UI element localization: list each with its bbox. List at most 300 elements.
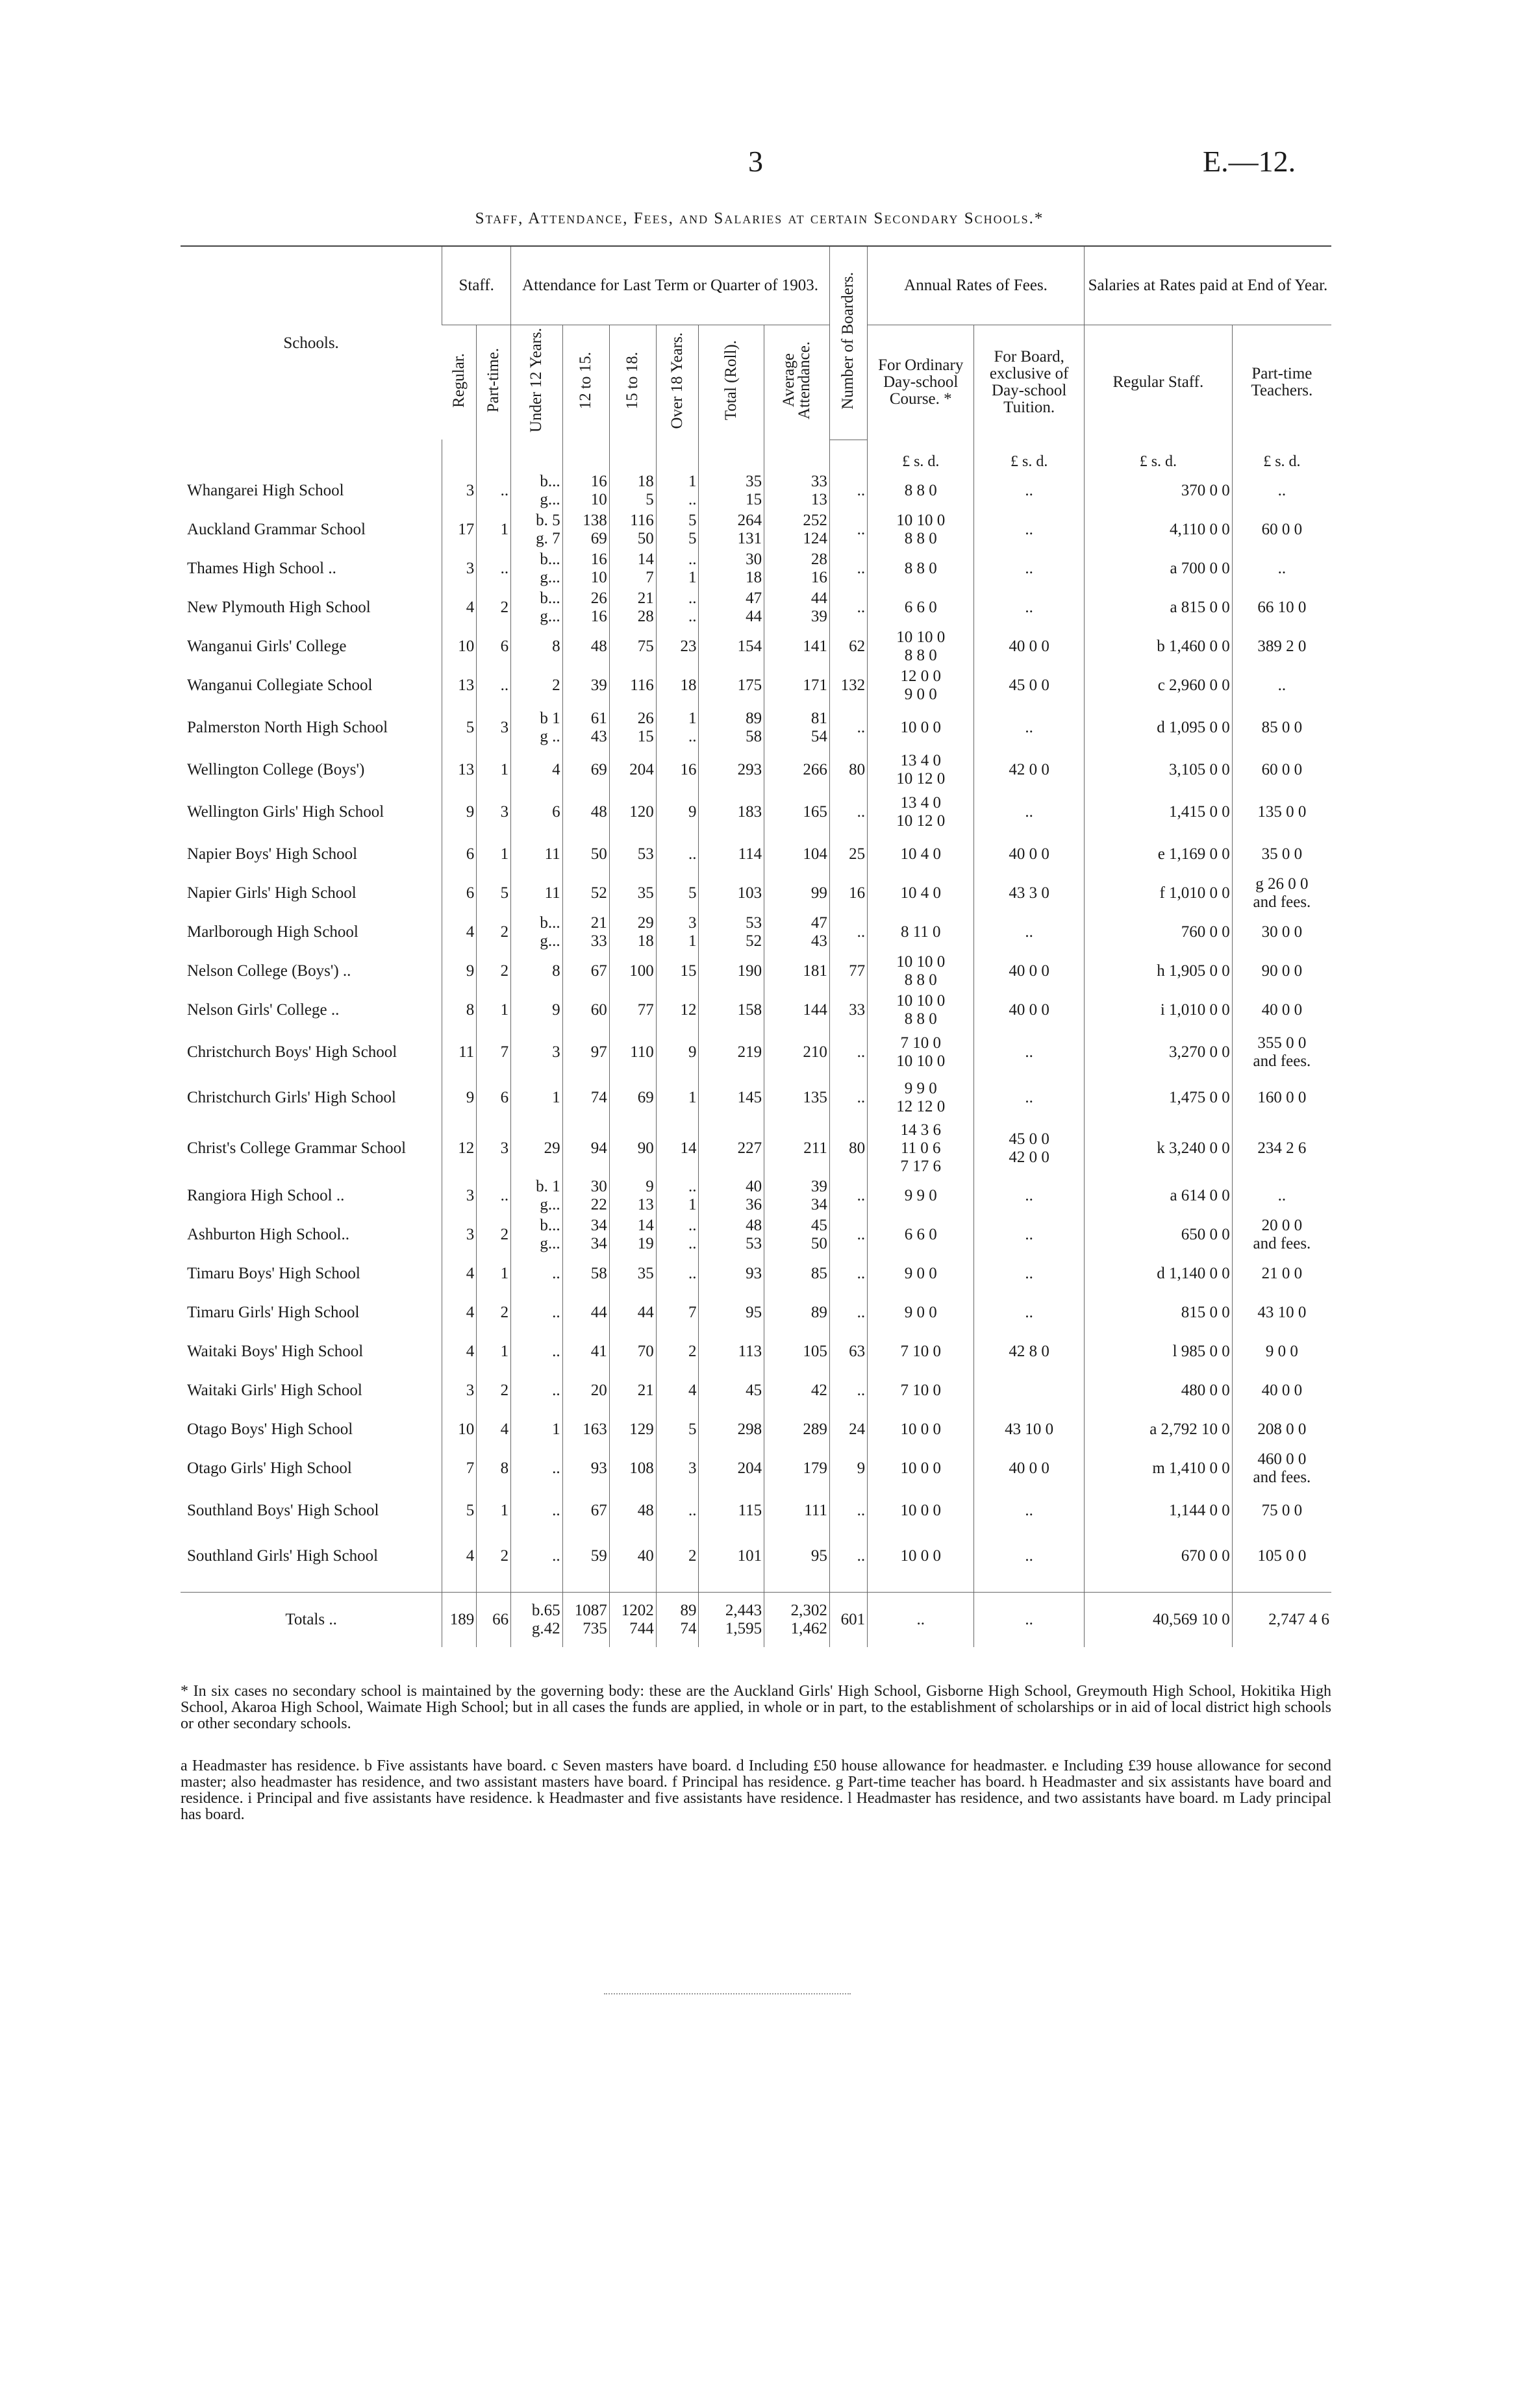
cell-sal-reg: i 1,010 0 0 [1084, 991, 1232, 1030]
table-row [181, 510, 1331, 549]
cell-pt: 4 [477, 1410, 511, 1449]
table-row [181, 1293, 1331, 1332]
cell-pt: 2 [477, 1533, 511, 1579]
cell-o18: 2 [656, 1533, 699, 1579]
cell-sal-pt: 234 2 6 [1232, 1121, 1331, 1176]
cell-fee-ord: 10 0 0 [868, 1488, 974, 1533]
cell-o18: 7 [656, 1293, 699, 1332]
cell-school: Palmerston North High School [187, 718, 388, 736]
cell-school: Marlborough High School [187, 923, 358, 941]
cell-total: 48 53 [699, 1215, 764, 1254]
table-row [181, 789, 1331, 835]
cell-reg: 10 [442, 627, 477, 666]
staff-header: Staff. [442, 246, 511, 325]
cell-a1215: 97 [562, 1030, 609, 1075]
cell-a1518: 40 [609, 1533, 656, 1579]
cell-school: Wanganui Girls' College [187, 637, 347, 655]
cell-school: Nelson Girls' College .. [187, 1000, 340, 1019]
cell-a1518: 100 [609, 952, 656, 991]
cell-sal-pt: 85 0 0 [1232, 705, 1331, 751]
schools-header: Schools. [181, 246, 442, 440]
cell-total: 175 [699, 666, 764, 705]
cell-school: Wellington Girls' High School [187, 802, 384, 821]
cell-o18: .. .. [656, 1215, 699, 1254]
cell-u12: b... g... [511, 913, 562, 952]
cell-sal-pt: .. [1232, 549, 1331, 588]
cell-a1518: 21 28 [609, 588, 656, 627]
cell-sal-pt: 135 0 0 [1232, 789, 1331, 835]
cell-pt: 3 [477, 789, 511, 835]
cell-u12: .. [511, 1293, 562, 1332]
totals-pt: 66 [477, 1592, 511, 1647]
cell-sal-reg: 650 0 0 [1084, 1215, 1232, 1254]
cell-u12: 3 [511, 1030, 562, 1075]
cell-a1215: 41 [562, 1332, 609, 1371]
cell-sal-pt: 35 0 0 [1232, 835, 1331, 874]
cell-reg: 10 [442, 1410, 477, 1449]
cell-sal-reg: f 1,010 0 0 [1084, 874, 1232, 913]
cell-pt: .. [477, 549, 511, 588]
cell-pt: 6 [477, 1075, 511, 1121]
cell-sal-pt: 160 0 0 [1232, 1075, 1331, 1121]
cell-avg: 105 [764, 1332, 830, 1371]
cell-school: New Plymouth High School [187, 598, 371, 616]
totals-reg: 189 [442, 1592, 477, 1647]
cell-board: 80 [829, 1121, 867, 1176]
cell-pt: 1 [477, 1254, 511, 1293]
cell-u12: b 1 g .. [511, 705, 562, 751]
cell-fee-ord: 10 0 0 [868, 705, 974, 751]
cell-board: .. [829, 789, 867, 835]
cell-pt: 1 [477, 835, 511, 874]
cell-fee-board: .. [974, 588, 1085, 627]
cell-avg: 179 [764, 1449, 830, 1488]
cell-total: 40 36 [699, 1176, 764, 1215]
cell-a1215: 93 [562, 1449, 609, 1488]
cell-fee-ord: 13 4 0 10 12 0 [868, 789, 974, 835]
table-row [181, 1075, 1331, 1121]
cell-sal-reg: l 985 0 0 [1084, 1332, 1232, 1371]
cell-fee-board: 40 0 0 [974, 1449, 1085, 1488]
cell-reg: 5 [442, 1488, 477, 1533]
cell-reg: 11 [442, 1030, 477, 1075]
cell-fee-board: .. [974, 1254, 1085, 1293]
cell-fee-ord: 10 4 0 [868, 874, 974, 913]
cell-avg: 44 39 [764, 588, 830, 627]
cell-fee-board: 43 3 0 [974, 874, 1085, 913]
cell-total: 154 [699, 627, 764, 666]
totals-total: 2,443 1,595 [699, 1592, 764, 1647]
cell-total: 115 [699, 1488, 764, 1533]
cell-u12: 4 [511, 751, 562, 789]
totals-fee-board: .. [974, 1592, 1085, 1647]
cell-school: Christchurch Girls' High School [187, 1088, 396, 1106]
totals-label: Totals .. [285, 1610, 337, 1628]
cell-a1518: 70 [609, 1332, 656, 1371]
staff-attendance-table [181, 245, 1331, 1647]
cell-fee-ord: 7 10 0 10 10 0 [868, 1030, 974, 1075]
salaries-header: Salaries at Rates paid at End of Year. [1084, 246, 1331, 325]
cell-u12: b. 5 g. 7 [511, 510, 562, 549]
totals-board: 601 [829, 1592, 867, 1647]
table-row [181, 751, 1331, 789]
cell-o18: 18 [656, 666, 699, 705]
cell-u12: 6 [511, 789, 562, 835]
cell-avg: 95 [764, 1533, 830, 1579]
cell-sal-reg: b 1,460 0 0 [1084, 627, 1232, 666]
cell-board: .. [829, 588, 867, 627]
cell-total: 145 [699, 1075, 764, 1121]
cell-sal-reg: a 815 0 0 [1084, 588, 1232, 627]
cell-reg: 6 [442, 835, 477, 874]
cell-avg: 141 [764, 627, 830, 666]
cell-fee-board: .. [974, 1075, 1085, 1121]
cell-avg: 181 [764, 952, 830, 991]
cell-avg: 211 [764, 1121, 830, 1176]
cell-sal-reg: 1,415 0 0 [1084, 789, 1232, 835]
cell-sal-reg: 670 0 0 [1084, 1533, 1232, 1579]
over-18-header: Over 18 Years. [656, 325, 699, 440]
cell-reg: 9 [442, 952, 477, 991]
cell-u12: .. [511, 1254, 562, 1293]
cell-a1518: 116 50 [609, 510, 656, 549]
cell-o18: 9 [656, 1030, 699, 1075]
cell-sal-reg: 4,110 0 0 [1084, 510, 1232, 549]
cell-o18: 1 [656, 1075, 699, 1121]
cell-u12: .. [511, 1533, 562, 1579]
cell-sal-reg: 1,144 0 0 [1084, 1488, 1232, 1533]
cell-reg: 12 [442, 1121, 477, 1176]
cell-total: 264 131 [699, 510, 764, 549]
cell-board: .. [829, 471, 867, 510]
cell-sal-pt: 40 0 0 [1232, 1371, 1331, 1410]
cell-o18: 1 .. [656, 705, 699, 751]
cell-a1215: 44 [562, 1293, 609, 1332]
cell-board: .. [829, 1254, 867, 1293]
part-time-header: Part-time. [477, 325, 511, 440]
cell-a1215: 52 [562, 874, 609, 913]
cell-a1518: 129 [609, 1410, 656, 1449]
cell-fee-ord: 10 10 0 8 8 0 [868, 627, 974, 666]
cell-total: 227 [699, 1121, 764, 1176]
table-row [181, 1332, 1331, 1371]
cell-fee-ord: 9 9 0 12 12 0 [868, 1075, 974, 1121]
totals-sal-pt: 2,747 4 6 [1232, 1592, 1331, 1647]
cell-fee-ord: 8 11 0 [868, 913, 974, 952]
cell-o18: 3 [656, 1449, 699, 1488]
cell-a1215: 20 [562, 1371, 609, 1410]
table-row [181, 666, 1331, 705]
cell-o18: 5 [656, 874, 699, 913]
cell-pt: 2 [477, 913, 511, 952]
cell-total: 113 [699, 1332, 764, 1371]
fee-board-header: For Board, exclusive of Day-school Tuition. [974, 325, 1085, 440]
age-15-18-header: 15 to 18. [609, 325, 656, 440]
cell-sal-pt: 355 0 0 and fees. [1232, 1030, 1331, 1075]
table-row [181, 549, 1331, 588]
cell-board: .. [829, 1371, 867, 1410]
cell-total: 30 18 [699, 549, 764, 588]
cell-total: 204 [699, 1449, 764, 1488]
cell-board: 132 [829, 666, 867, 705]
cell-a1215: 21 33 [562, 913, 609, 952]
cell-pt: 1 [477, 510, 511, 549]
cell-a1215: 58 [562, 1254, 609, 1293]
cell-a1215: 48 [562, 627, 609, 666]
cell-fee-board: .. [974, 705, 1085, 751]
cell-a1518: 35 [609, 874, 656, 913]
cell-school: Waitaki Boys' High School [187, 1342, 364, 1360]
cell-u12: .. [511, 1332, 562, 1371]
cell-u12: b... g... [511, 549, 562, 588]
cell-o18: 4 [656, 1371, 699, 1410]
cell-fee-board: 40 0 0 [974, 991, 1085, 1030]
table-row [181, 991, 1331, 1030]
under-12-header: Under 12 Years. [511, 325, 562, 440]
cell-board: 25 [829, 835, 867, 874]
cell-pt: 2 [477, 952, 511, 991]
cell-u12: 11 [511, 835, 562, 874]
cell-pt: 5 [477, 874, 511, 913]
cell-avg: 210 [764, 1030, 830, 1075]
cell-sal-pt: 66 10 0 [1232, 588, 1331, 627]
totals-sal-reg: 40,569 10 0 [1084, 1592, 1232, 1647]
cell-pt: 1 [477, 1332, 511, 1371]
cell-total: 101 [699, 1533, 764, 1579]
cell-fee-board: 42 8 0 [974, 1332, 1085, 1371]
cell-total: 95 [699, 1293, 764, 1332]
cell-board: 77 [829, 952, 867, 991]
cell-fee-ord: 8 8 0 [868, 471, 974, 510]
cell-pt: 2 [477, 1293, 511, 1332]
cell-total: 47 44 [699, 588, 764, 627]
cell-a1215: 163 [562, 1410, 609, 1449]
cell-fee-ord: 14 3 6 11 0 6 7 17 6 [868, 1121, 974, 1176]
cell-a1518: 53 [609, 835, 656, 874]
cell-u12: 2 [511, 666, 562, 705]
cell-fee-ord: 10 0 0 [868, 1410, 974, 1449]
cell-a1518: 14 19 [609, 1215, 656, 1254]
cell-fee-board: .. [974, 1293, 1085, 1332]
boarders-header: Number of Boarders. [829, 246, 867, 440]
cell-avg: 266 [764, 751, 830, 789]
cell-reg: 6 [442, 874, 477, 913]
cell-u12: 1 [511, 1410, 562, 1449]
cell-a1518: 9 13 [609, 1176, 656, 1215]
cell-sal-pt: 9 0 0 [1232, 1332, 1331, 1371]
cell-fee-ord: 7 10 0 [868, 1332, 974, 1371]
cell-reg: 3 [442, 471, 477, 510]
cell-a1215: 61 43 [562, 705, 609, 751]
cell-u12: 8 [511, 627, 562, 666]
cell-o18: 23 [656, 627, 699, 666]
cell-fee-ord: 10 0 0 [868, 1533, 974, 1579]
cell-o18: .. 1 [656, 1176, 699, 1215]
table-row [181, 471, 1331, 510]
cell-board: .. [829, 1215, 867, 1254]
cell-sal-reg: a 700 0 0 [1084, 549, 1232, 588]
cell-fee-ord: 10 4 0 [868, 835, 974, 874]
cell-sal-pt: .. [1232, 471, 1331, 510]
cell-a1215: 67 [562, 1488, 609, 1533]
cell-avg: 39 34 [764, 1176, 830, 1215]
cell-board: .. [829, 510, 867, 549]
cell-school: Timaru Girls' High School [187, 1303, 360, 1321]
cell-fee-board: 45 0 0 [974, 666, 1085, 705]
cell-board: 62 [829, 627, 867, 666]
cell-fee-board: .. [974, 913, 1085, 952]
cell-fee-board: .. [974, 1030, 1085, 1075]
cell-a1215: 59 [562, 1533, 609, 1579]
cell-school: Rangiora High School .. [187, 1186, 345, 1204]
cell-school: Southland Girls' High School [187, 1546, 379, 1565]
table-row [181, 1030, 1331, 1075]
cell-school: Waitaki Girls' High School [187, 1381, 362, 1399]
cell-avg: 289 [764, 1410, 830, 1449]
cell-board: 80 [829, 751, 867, 789]
cell-school: Otago Girls' High School [187, 1459, 352, 1477]
cell-avg: 47 43 [764, 913, 830, 952]
table-title: Staff, Attendance, Fees, and Salaries at certain Secondary Schools.* [475, 210, 1044, 227]
cell-school: Christchurch Boys' High School [187, 1043, 397, 1061]
cell-board: 9 [829, 1449, 867, 1488]
cell-u12: b. 1 g... [511, 1176, 562, 1215]
cell-avg: 104 [764, 835, 830, 874]
cell-avg: 81 54 [764, 705, 830, 751]
fee-board-units: £ s. d. [974, 440, 1085, 471]
cell-reg: 7 [442, 1449, 477, 1488]
average-attendance-header: Average Attendance. [764, 325, 830, 440]
cell-sal-reg: 760 0 0 [1084, 913, 1232, 952]
cell-o18: 9 [656, 789, 699, 835]
cell-school: Southland Boys' High School [187, 1501, 379, 1519]
cell-fee-ord: 10 10 0 8 8 0 [868, 991, 974, 1030]
salary-part-units: £ s. d. [1232, 440, 1331, 471]
cell-school: Nelson College (Boys') .. [187, 962, 351, 980]
table-row [181, 952, 1331, 991]
cell-u12: 11 [511, 874, 562, 913]
cell-total: 114 [699, 835, 764, 874]
cell-a1518: 14 7 [609, 549, 656, 588]
cell-fee-board: .. [974, 549, 1085, 588]
cell-pt: 1 [477, 1488, 511, 1533]
cell-reg: 8 [442, 991, 477, 1030]
cell-fee-ord: 13 4 0 10 12 0 [868, 751, 974, 789]
table-row [181, 1488, 1331, 1533]
cell-fee-ord: 9 9 0 [868, 1176, 974, 1215]
cell-reg: 3 [442, 1371, 477, 1410]
cell-pt: 8 [477, 1449, 511, 1488]
cell-fee-ord: 12 0 0 9 0 0 [868, 666, 974, 705]
cell-avg: 171 [764, 666, 830, 705]
cell-a1518: 120 [609, 789, 656, 835]
table-row [181, 1121, 1331, 1176]
cell-a1518: 110 [609, 1030, 656, 1075]
cell-a1518: 90 [609, 1121, 656, 1176]
footnote-star: * In six cases no secondary school is maintained by the governing body: these are the Auckland Girls' High School, Gisborne High School, Greymouth High School, Hokitika High School, Akaroa High School, Waimate High School; but in all cases the funds are applied, in whole or in part, to the establishment of scholarships or in aid of local district high schools or other secondary schools. [181, 1683, 1331, 1732]
cell-reg: 13 [442, 666, 477, 705]
footnote-letters: a Headmaster has residence. b Five assistants have board. c Seven masters have board. d Including £50 house allowance for headmaster. e Including £39 house allowance for second master; also headmaster has residence, and two assistant masters have board. f Principal has residence. g Part-time teacher has board. h Headmaster and six assistants have board and residence. i Principal and five assistants have residence. k Headmaster and five assistants have residence. l Headmaster has residence, and two assistants have board. m Lady principal has board. [181, 1757, 1331, 1823]
cell-sal-pt: 460 0 0 and fees. [1232, 1449, 1331, 1488]
cell-sal-reg: k 3,240 0 0 [1084, 1121, 1232, 1176]
totals-avg: 2,302 1,462 [764, 1592, 830, 1647]
cell-reg: 17 [442, 510, 477, 549]
cell-a1518: 75 [609, 627, 656, 666]
cell-o18: 16 [656, 751, 699, 789]
cell-reg: 9 [442, 1075, 477, 1121]
salary-regular-header: Regular Staff. [1084, 325, 1232, 440]
cell-fee-board: .. [974, 1215, 1085, 1254]
cell-sal-pt: 389 2 0 [1232, 627, 1331, 666]
cell-sal-reg: 3,270 0 0 [1084, 1030, 1232, 1075]
cell-o18: .. [656, 835, 699, 874]
cell-reg: 4 [442, 1533, 477, 1579]
cell-school: Wanganui Collegiate School [187, 676, 373, 694]
cell-avg: 144 [764, 991, 830, 1030]
cell-pt: 1 [477, 751, 511, 789]
cell-u12: 8 [511, 952, 562, 991]
cell-u12: .. [511, 1371, 562, 1410]
cell-a1215: 48 [562, 789, 609, 835]
table-row [181, 627, 1331, 666]
cell-board: .. [829, 549, 867, 588]
cell-board: .. [829, 1075, 867, 1121]
totals-row [181, 1592, 1331, 1647]
cell-a1215: 26 16 [562, 588, 609, 627]
cell-a1215: 69 [562, 751, 609, 789]
regular-header: Regular. [449, 353, 468, 408]
cell-total: 45 [699, 1371, 764, 1410]
cell-reg: 3 [442, 549, 477, 588]
cell-reg: 4 [442, 588, 477, 627]
cell-sal-pt: 208 0 0 [1232, 1410, 1331, 1449]
cell-sal-reg: m 1,410 0 0 [1084, 1449, 1232, 1488]
cell-sal-pt: 40 0 0 [1232, 991, 1331, 1030]
cell-a1215: 138 69 [562, 510, 609, 549]
cell-fee-ord: 6 6 0 [868, 588, 974, 627]
cell-reg: 3 [442, 1215, 477, 1254]
table-row [181, 1254, 1331, 1293]
cell-avg: 45 50 [764, 1215, 830, 1254]
table-row [181, 1410, 1331, 1449]
attendance-header: Attendance for Last Term or Quarter of 1903. [511, 246, 830, 325]
salary-part-time-header: Part-time Teachers. [1232, 325, 1331, 440]
cell-sal-reg: a 614 0 0 [1084, 1176, 1232, 1215]
cell-a1518: 44 [609, 1293, 656, 1332]
page-number: 3 [748, 145, 763, 178]
cell-sal-reg: h 1,905 0 0 [1084, 952, 1232, 991]
age-12-15-header: 12 to 15. [562, 325, 609, 440]
cell-sal-pt: .. [1232, 1176, 1331, 1215]
cell-fee-board: .. [974, 789, 1085, 835]
cell-avg: 111 [764, 1488, 830, 1533]
cell-a1518: 69 [609, 1075, 656, 1121]
cell-fee-board: .. [974, 1176, 1085, 1215]
cell-sal-pt: 43 10 0 [1232, 1293, 1331, 1332]
cell-fee-ord: 6 6 0 [868, 1215, 974, 1254]
cell-pt: 3 [477, 1121, 511, 1176]
cell-o18: 1 .. [656, 471, 699, 510]
cell-o18: .. [656, 1488, 699, 1533]
cell-total: 190 [699, 952, 764, 991]
cell-u12: 9 [511, 991, 562, 1030]
cell-fee-board: 40 0 0 [974, 835, 1085, 874]
cell-reg: 4 [442, 1254, 477, 1293]
cell-reg: 4 [442, 913, 477, 952]
cell-board: .. [829, 913, 867, 952]
cell-pt: .. [477, 1176, 511, 1215]
cell-avg: 99 [764, 874, 830, 913]
